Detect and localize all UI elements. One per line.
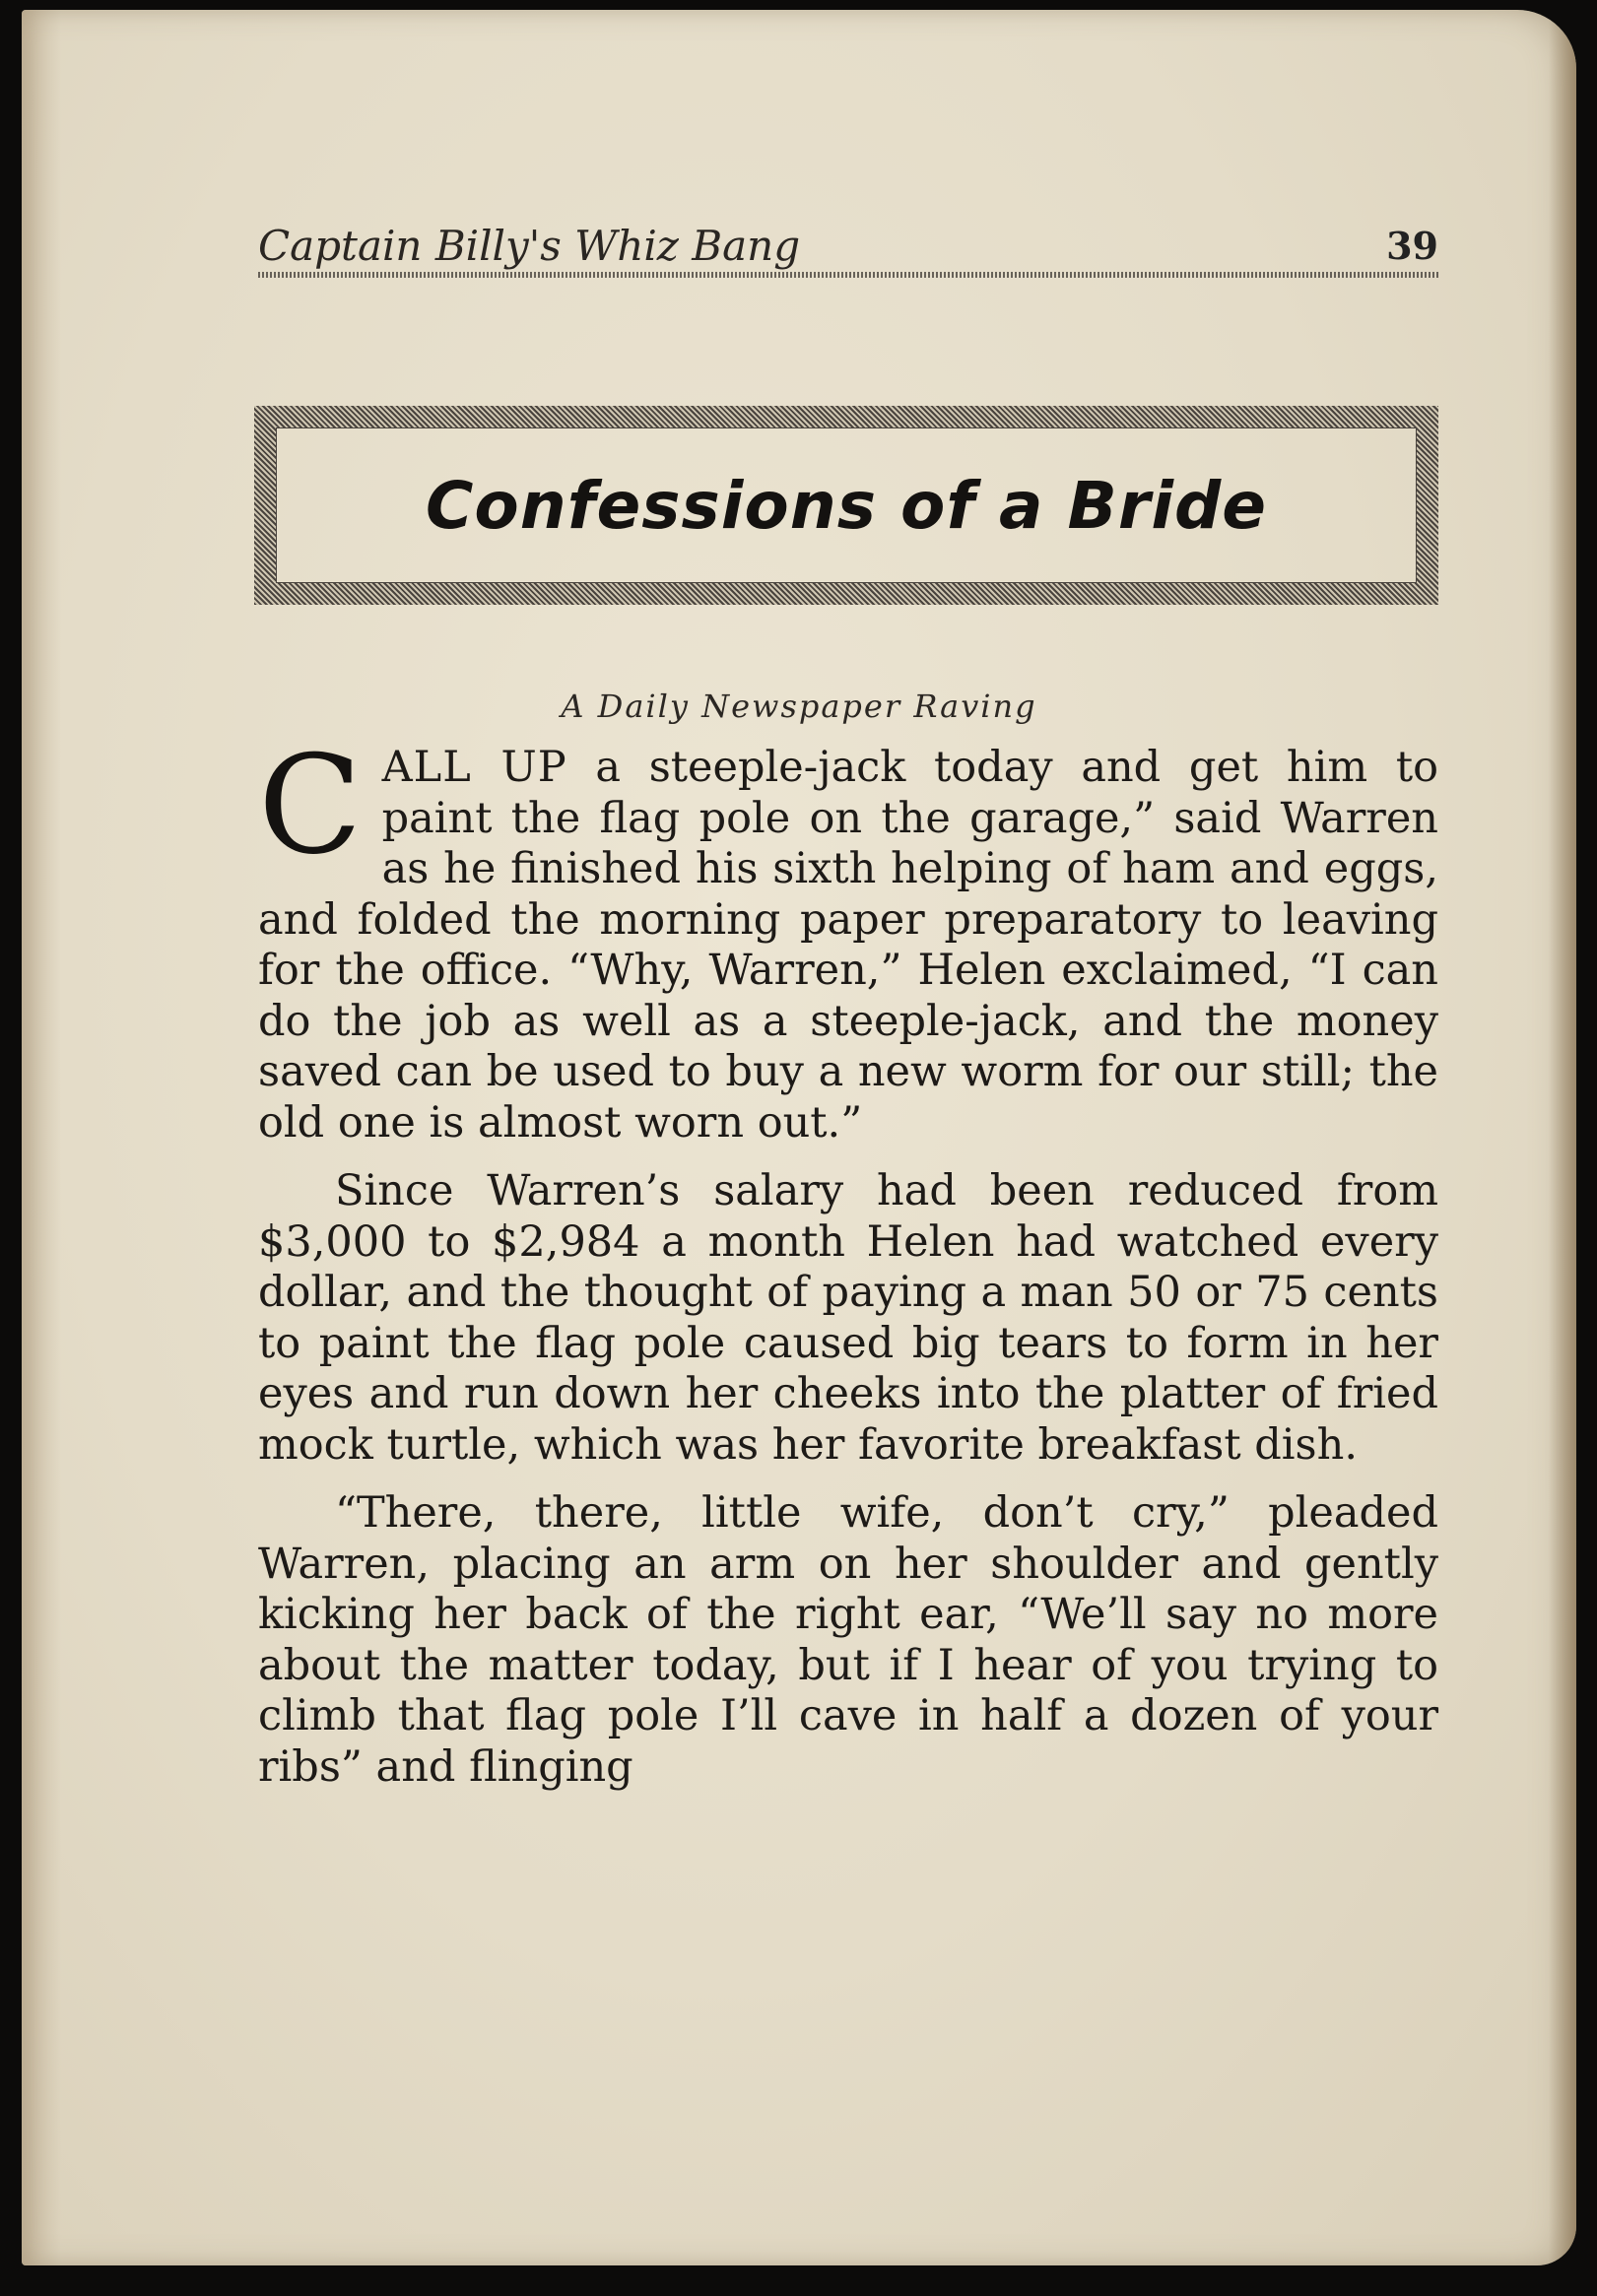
paragraph-1: [258, 726, 1438, 1148]
paragraph-3: “There, there, little wife, don’t cry,” pleaded Warren, placing an arm on her shoulder and gently kicking her back of the right ear, “We’ll say no more about the matter today, but if I hear of you trying to climb that flag pole I’ll cave in half a dozen of your ribs” and flinging: [258, 1488, 1438, 1792]
paragraph-1-text: a steeple-jack today and get him to paint the flag pole on the garage,” said Warren as he finished his sixth helping of ham and eggs, and folded the morning paper preparatory to leaving for the office. “Why, Warren,” Helen exclaimed, “I can do the job as well as a steeple-jack, and the money saved can be used to buy a new worm for our still; the old one is almost worn out.”: [258, 743, 1438, 1148]
header-rule: [258, 272, 1438, 278]
article-title: Confessions of a Bride: [425, 467, 1268, 544]
title-box: [254, 406, 1438, 605]
book-page: [22, 10, 1576, 2265]
page-number: 39: [1386, 224, 1438, 268]
article-body: [258, 726, 1438, 1810]
running-header: [258, 217, 1438, 278]
lead-caps: ALL UP: [381, 743, 567, 792]
title-box-inner: [276, 427, 1417, 583]
article-subtitle: A Daily Newspaper Raving: [561, 688, 1037, 725]
paragraph-2: Since Warren’s salary had been reduced from $3,000 to $2,984 a month Helen had watched every dollar, and the thought of paying a man 50 or 75 cents to paint the flag pole caused big tears to form in her eyes and run down her cheeks into the platter of fried mock turtle, which was her favorite breakfast dish.: [258, 1166, 1438, 1470]
page-edge-shadow: [1549, 10, 1576, 2265]
spine-shadow: [22, 10, 61, 2265]
drop-cap: C: [258, 726, 363, 885]
running-title: Captain Billy's Whiz Bang: [258, 222, 801, 270]
